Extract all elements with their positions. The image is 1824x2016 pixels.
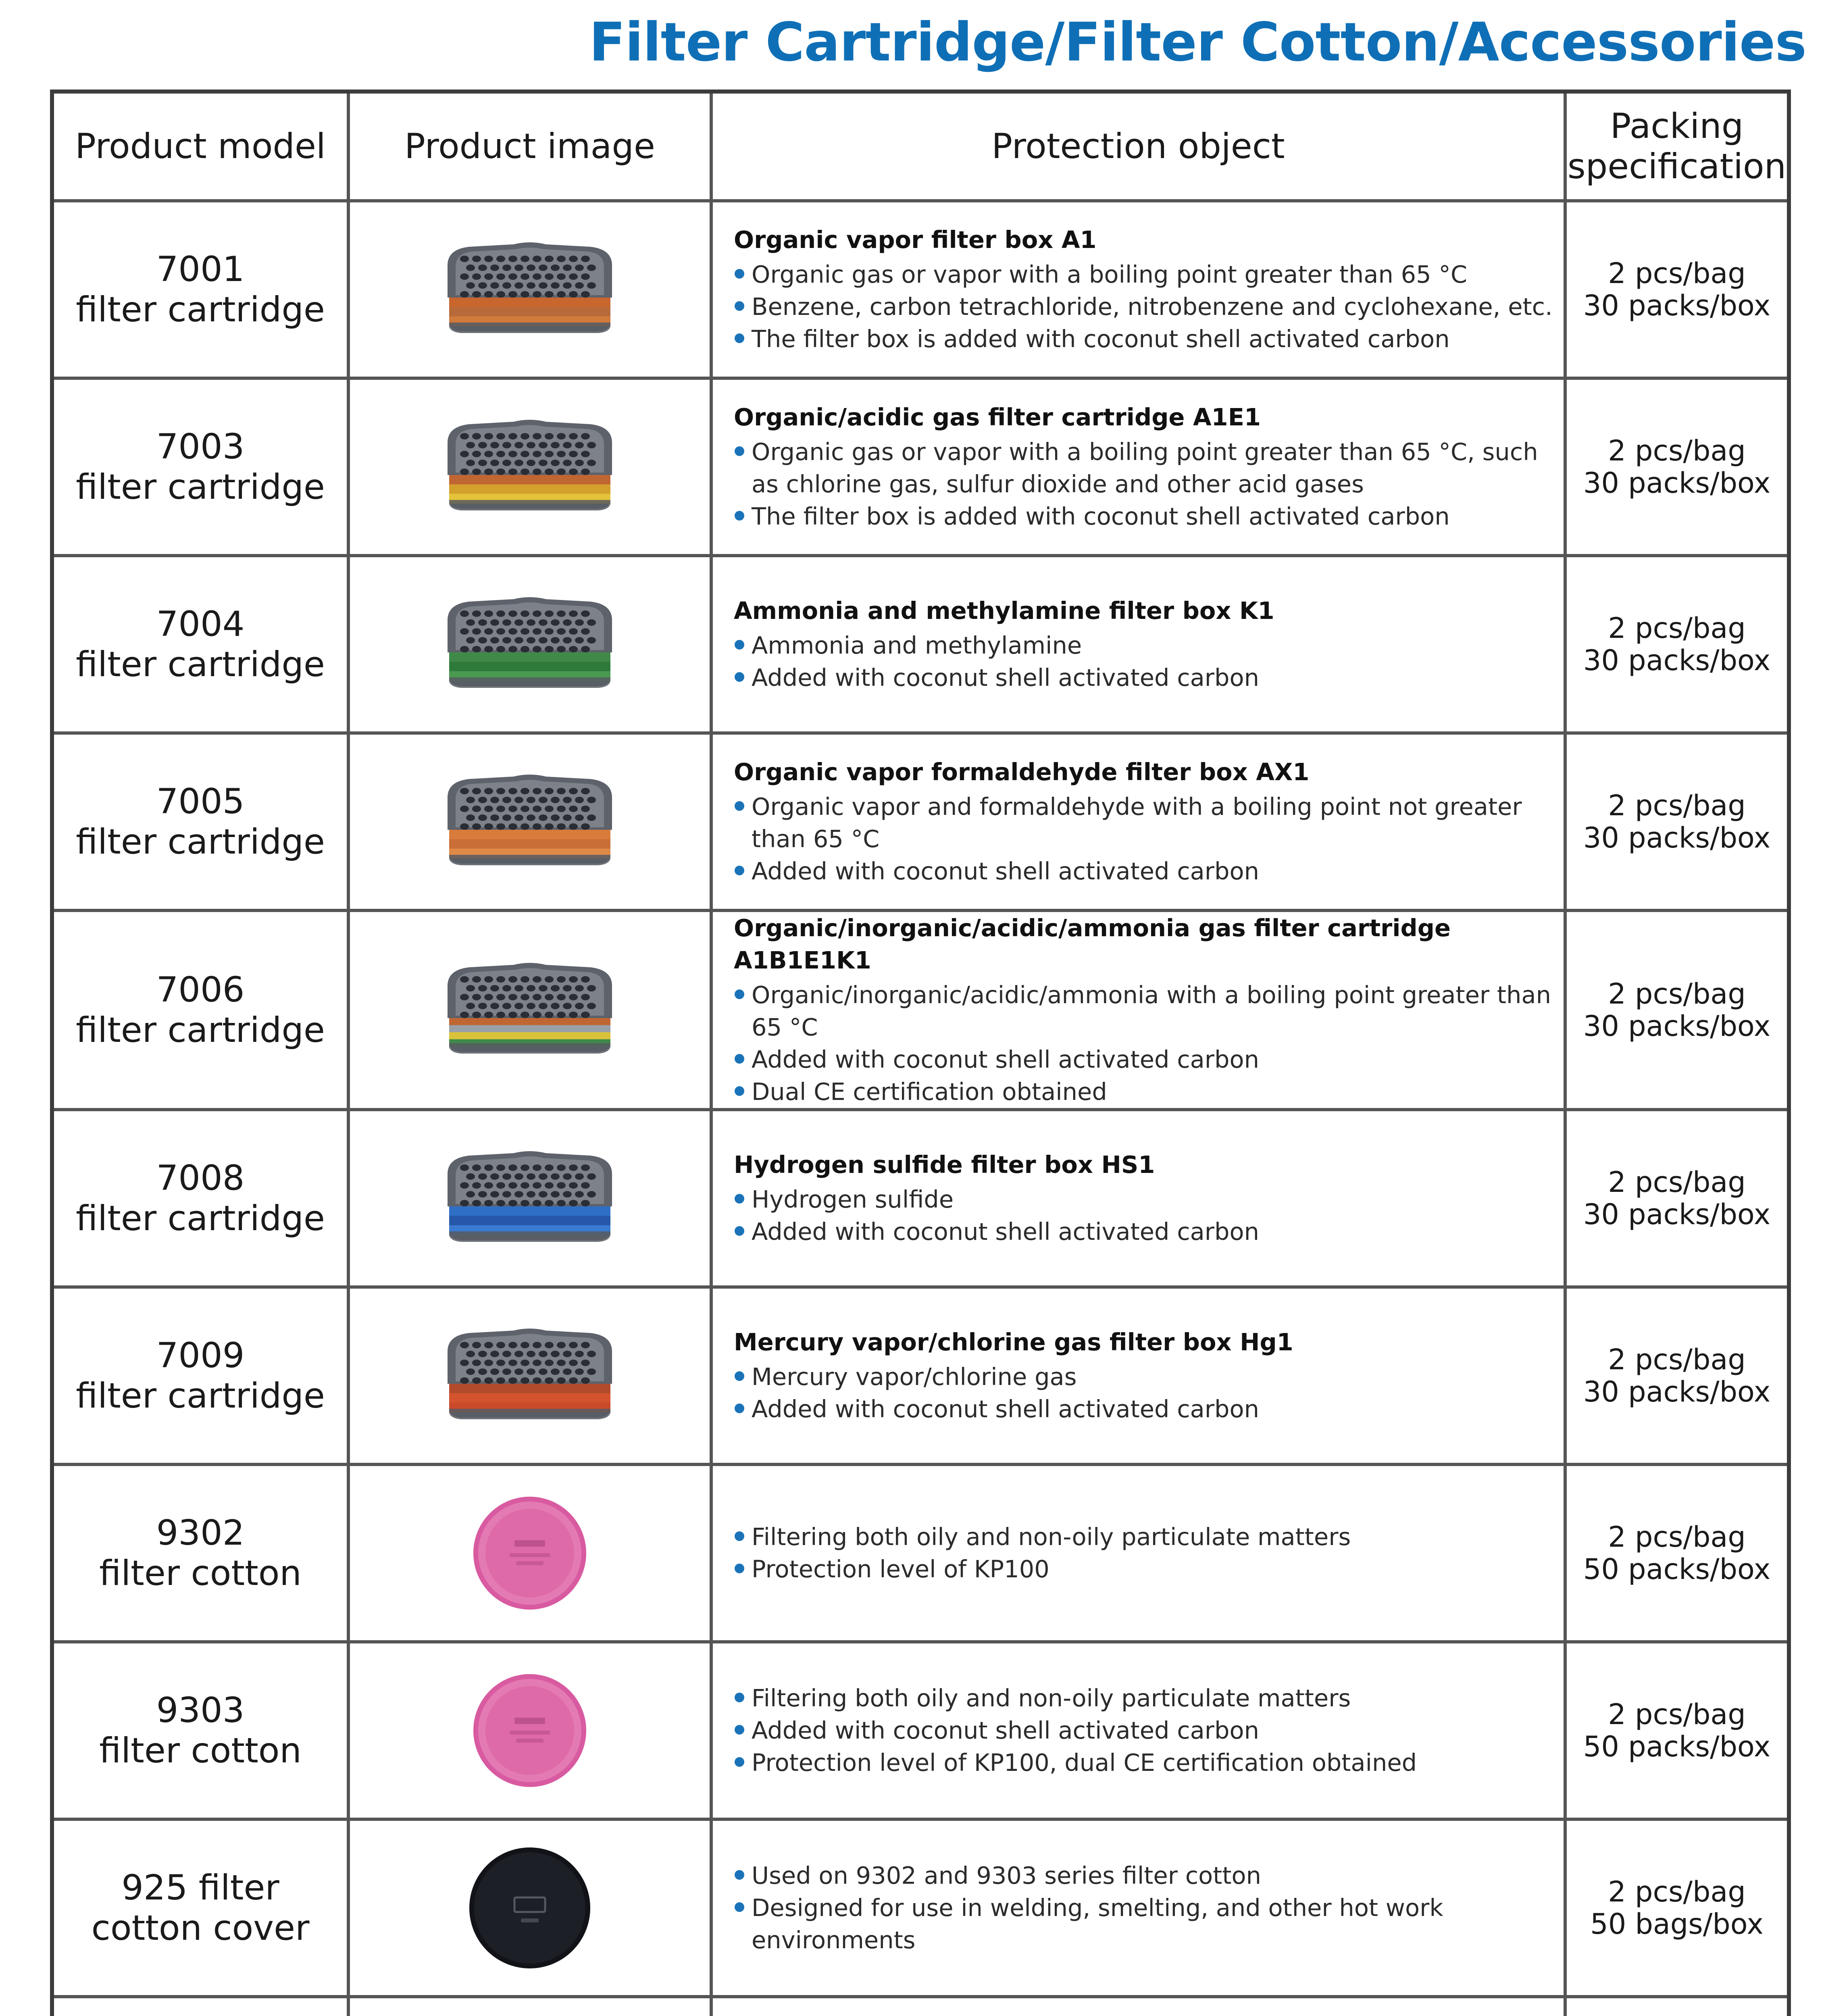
bullet-item: Designed for use in welding, smelting, and other hot work environments xyxy=(734,1892,1555,1956)
product-image xyxy=(350,958,710,1062)
product-image-cell xyxy=(348,1464,711,1642)
product-model-number: 9303 xyxy=(156,1690,245,1731)
bullet-item: Organic/inorganic/acidic/ammonia with a boiling point greater than 65 °C xyxy=(734,979,1555,1043)
protection-bullets xyxy=(734,436,1555,533)
bullet-item: Added with coconut shell activated carbon xyxy=(734,1043,1555,1076)
protection-title: Organic/acidic gas filter cartridge A1E1 xyxy=(734,403,1261,431)
product-image xyxy=(350,1493,710,1614)
protection-object-cell xyxy=(711,201,1565,378)
product-image-cell xyxy=(348,378,711,556)
table-row xyxy=(52,733,1789,910)
protection-title: Hydrogen sulfide filter box HS1 xyxy=(734,1151,1155,1179)
packing-line: 2 pcs/bag xyxy=(1608,1166,1746,1199)
protection-bullets xyxy=(734,1361,1555,1425)
table-row xyxy=(52,378,1789,556)
product-model-number: 7003 xyxy=(156,427,245,467)
product-model-cell xyxy=(52,910,348,1110)
bullet-item: Protection level of KP100 xyxy=(734,1553,1555,1585)
bullet-item: The filter box is added with coconut shell activated carbon xyxy=(734,500,1555,533)
product-image xyxy=(350,237,710,342)
packing-line: 30 packs/box xyxy=(1583,1198,1771,1231)
protection-object-cell xyxy=(711,1819,1565,1997)
packing-line: 2 pcs/bag xyxy=(1608,789,1746,822)
product-image-cell xyxy=(348,1287,711,1464)
packing-line: 30 packs/box xyxy=(1583,1375,1771,1408)
packing-line: 2 pcs/bag xyxy=(1608,612,1746,645)
bullet-item: Organic gas or vapor with a boiling point greater than 65 °C, such as chlorine gas, sulfur dioxide and other acid gases xyxy=(734,436,1555,500)
protection-bullets xyxy=(734,1682,1555,1779)
product-model-type: filter cartridge xyxy=(76,1376,325,1416)
product-image xyxy=(350,414,710,519)
table-row xyxy=(52,201,1789,378)
product-model-type: filter cartridge xyxy=(76,289,325,330)
bullet-item: The filter box is added with coconut shell activated carbon xyxy=(734,323,1555,355)
protection-title: Organic vapor formaldehyde filter box AX1 xyxy=(734,758,1310,786)
product-model-cell xyxy=(52,201,348,378)
product-image xyxy=(350,592,710,697)
product-model-number: 925 filter xyxy=(121,1868,279,1908)
packing-specification-cell xyxy=(1565,1997,1789,2016)
product-image-cell xyxy=(348,556,711,733)
table-row xyxy=(52,1819,1789,1997)
product-model-cell xyxy=(52,1997,348,2016)
product-model-number: 9302 xyxy=(156,1513,245,1553)
packing-specification-cell xyxy=(1565,1464,1789,1642)
bullet-item: Ammonia and methylamine xyxy=(734,629,1555,662)
product-model-cell xyxy=(52,733,348,910)
packing-line: 30 packs/box xyxy=(1583,467,1771,500)
page-title: Filter Cartridge/Filter Cotton/Accessories xyxy=(589,11,1806,73)
protection-bullets xyxy=(734,258,1555,355)
product-model-number: 7006 xyxy=(156,970,245,1010)
bullet-item: Added with coconut shell activated carbon xyxy=(734,1216,1555,1248)
product-image-cell xyxy=(348,201,711,378)
table-row xyxy=(52,1997,1789,2016)
product-model-type: filter cartridge xyxy=(76,822,325,862)
product-image xyxy=(350,769,710,874)
protection-title: Organic vapor filter box A1 xyxy=(734,226,1097,254)
product-image-cell xyxy=(348,1997,711,2016)
table-row xyxy=(52,1464,1789,1642)
product-image-cell xyxy=(348,1819,711,1997)
bullet-item: Organic gas or vapor with a boiling point greater than 65 °C xyxy=(734,258,1555,291)
packing-line: 50 packs/box xyxy=(1583,1553,1771,1586)
protection-bullets xyxy=(734,629,1555,694)
bullet-item: Organic vapor and formaldehyde with a boiling point not greater than 65 °C xyxy=(734,791,1555,855)
packing-specification-cell xyxy=(1565,1642,1789,1819)
table-header-row xyxy=(52,92,1789,201)
product-model-cell xyxy=(52,1464,348,1642)
product-model-cell xyxy=(52,1287,348,1464)
packing-specification-cell xyxy=(1565,733,1789,910)
protection-object-cell xyxy=(711,1110,1565,1287)
bullet-item: Filtering both oily and non-oily particulate matters xyxy=(734,1521,1555,1553)
product-table xyxy=(50,90,1791,2016)
packing-line: 2 pcs/bag xyxy=(1608,977,1746,1010)
protection-bullets xyxy=(734,1183,1555,1248)
protection-bullets xyxy=(734,1860,1555,1956)
packing-specification-cell xyxy=(1565,1110,1789,1287)
protection-object-cell xyxy=(711,1287,1565,1464)
packing-specification-cell xyxy=(1565,201,1789,378)
bullet-item: Dual CE certification obtained xyxy=(734,1076,1555,1108)
header-packing-specification xyxy=(1565,92,1789,201)
table-row xyxy=(52,910,1789,1110)
protection-object-cell xyxy=(711,556,1565,733)
table-row xyxy=(52,1642,1789,1819)
bullet-item: Filtering both oily and non-oily particulate matters xyxy=(734,1682,1555,1714)
table-row xyxy=(52,1110,1789,1287)
product-model-type: filter cartridge xyxy=(76,1198,325,1239)
product-model-cell xyxy=(52,556,348,733)
packing-specification-cell xyxy=(1565,910,1789,1110)
header-protection-object: Protection object xyxy=(711,92,1565,201)
protection-object-cell xyxy=(711,1464,1565,1642)
bullet-item: Added with coconut shell activated carbon xyxy=(734,855,1555,887)
header-packing-line-2: specification xyxy=(1567,146,1787,187)
product-model-type: cotton cover xyxy=(91,1908,310,1948)
packing-specification-cell xyxy=(1565,1819,1789,1997)
product-image xyxy=(350,1670,710,1791)
product-image xyxy=(350,1323,710,1428)
table-row xyxy=(52,556,1789,733)
packing-line: 30 packs/box xyxy=(1583,821,1771,854)
protection-title: Mercury vapor/chlorine gas filter box Hg1 xyxy=(734,1328,1293,1356)
bullet-item: Protection level of KP100, dual CE certification obtained xyxy=(734,1747,1555,1779)
product-model-type: filter cotton xyxy=(99,1731,302,1771)
product-model-type: filter cotton xyxy=(99,1553,302,1593)
protection-object-cell xyxy=(711,378,1565,556)
protection-object-cell xyxy=(711,1642,1565,1819)
packing-specification-cell xyxy=(1565,378,1789,556)
bullet-item: Added with coconut shell activated carbon xyxy=(734,662,1555,694)
product-image-cell xyxy=(348,1642,711,1819)
table-row xyxy=(52,1287,1789,1464)
protection-object-cell xyxy=(711,910,1565,1110)
header-packing-line-1: Packing xyxy=(1610,106,1744,146)
packing-specification-cell xyxy=(1565,556,1789,733)
packing-line: 50 packs/box xyxy=(1583,1730,1771,1763)
protection-bullets xyxy=(734,1521,1555,1585)
product-image-cell xyxy=(348,1110,711,1287)
packing-line: 50 bags/box xyxy=(1590,1908,1764,1941)
protection-object-cell xyxy=(711,1997,1565,2016)
packing-line: 30 packs/box xyxy=(1583,1010,1771,1043)
bullet-item: Hydrogen sulfide xyxy=(734,1183,1555,1216)
product-image-cell xyxy=(348,910,711,1110)
bullet-item: Added with coconut shell activated carbon xyxy=(734,1393,1555,1425)
packing-line: 2 pcs/bag xyxy=(1608,1343,1746,1376)
protection-title: Organic/inorganic/acidic/ammonia gas filter cartridge A1B1E1K1 xyxy=(734,914,1451,974)
bullet-item: Benzene, carbon tetrachloride, nitrobenzene and cyclohexane, etc. xyxy=(734,291,1555,323)
protection-object-cell xyxy=(711,733,1565,910)
bullet-item: Added with coconut shell activated carbon xyxy=(734,1714,1555,1747)
packing-line: 2 pcs/bag xyxy=(1608,1875,1746,1908)
packing-line: 2 pcs/bag xyxy=(1608,1520,1746,1554)
product-image xyxy=(350,1146,710,1251)
packing-line: 2 pcs/bag xyxy=(1608,1698,1746,1731)
packing-line: 2 pcs/bag xyxy=(1608,434,1746,467)
packing-specification-cell xyxy=(1565,1287,1789,1464)
protection-bullets xyxy=(734,791,1555,887)
product-model-cell xyxy=(52,1642,348,1819)
product-model-number: 7008 xyxy=(156,1158,245,1198)
product-model-cell xyxy=(52,378,348,556)
product-model-cell xyxy=(52,1819,348,1997)
product-model-number: 7005 xyxy=(156,781,245,822)
header-product-model: Product model xyxy=(52,92,348,201)
product-image-cell xyxy=(348,733,711,910)
product-image xyxy=(350,1843,710,1972)
packing-line: 30 packs/box xyxy=(1583,289,1771,322)
header-product-image: Product image xyxy=(348,92,711,201)
product-model-cell xyxy=(52,1110,348,1287)
protection-title: Ammonia and methylamine filter box K1 xyxy=(734,597,1274,625)
protection-bullets xyxy=(734,979,1555,1108)
packing-line: 2 pcs/bag xyxy=(1608,257,1746,290)
product-model-number: 7004 xyxy=(156,604,245,644)
product-model-number: 7001 xyxy=(156,249,245,289)
bullet-item: Mercury vapor/chlorine gas xyxy=(734,1361,1555,1393)
product-model-type: filter cartridge xyxy=(76,467,325,507)
packing-line: 30 packs/box xyxy=(1583,644,1771,677)
bullet-item: Used on 9302 and 9303 series filter cotton xyxy=(734,1860,1555,1892)
product-model-type: filter cartridge xyxy=(76,644,325,685)
product-model-number: 7009 xyxy=(156,1335,245,1376)
product-model-type: filter cartridge xyxy=(76,1010,325,1050)
